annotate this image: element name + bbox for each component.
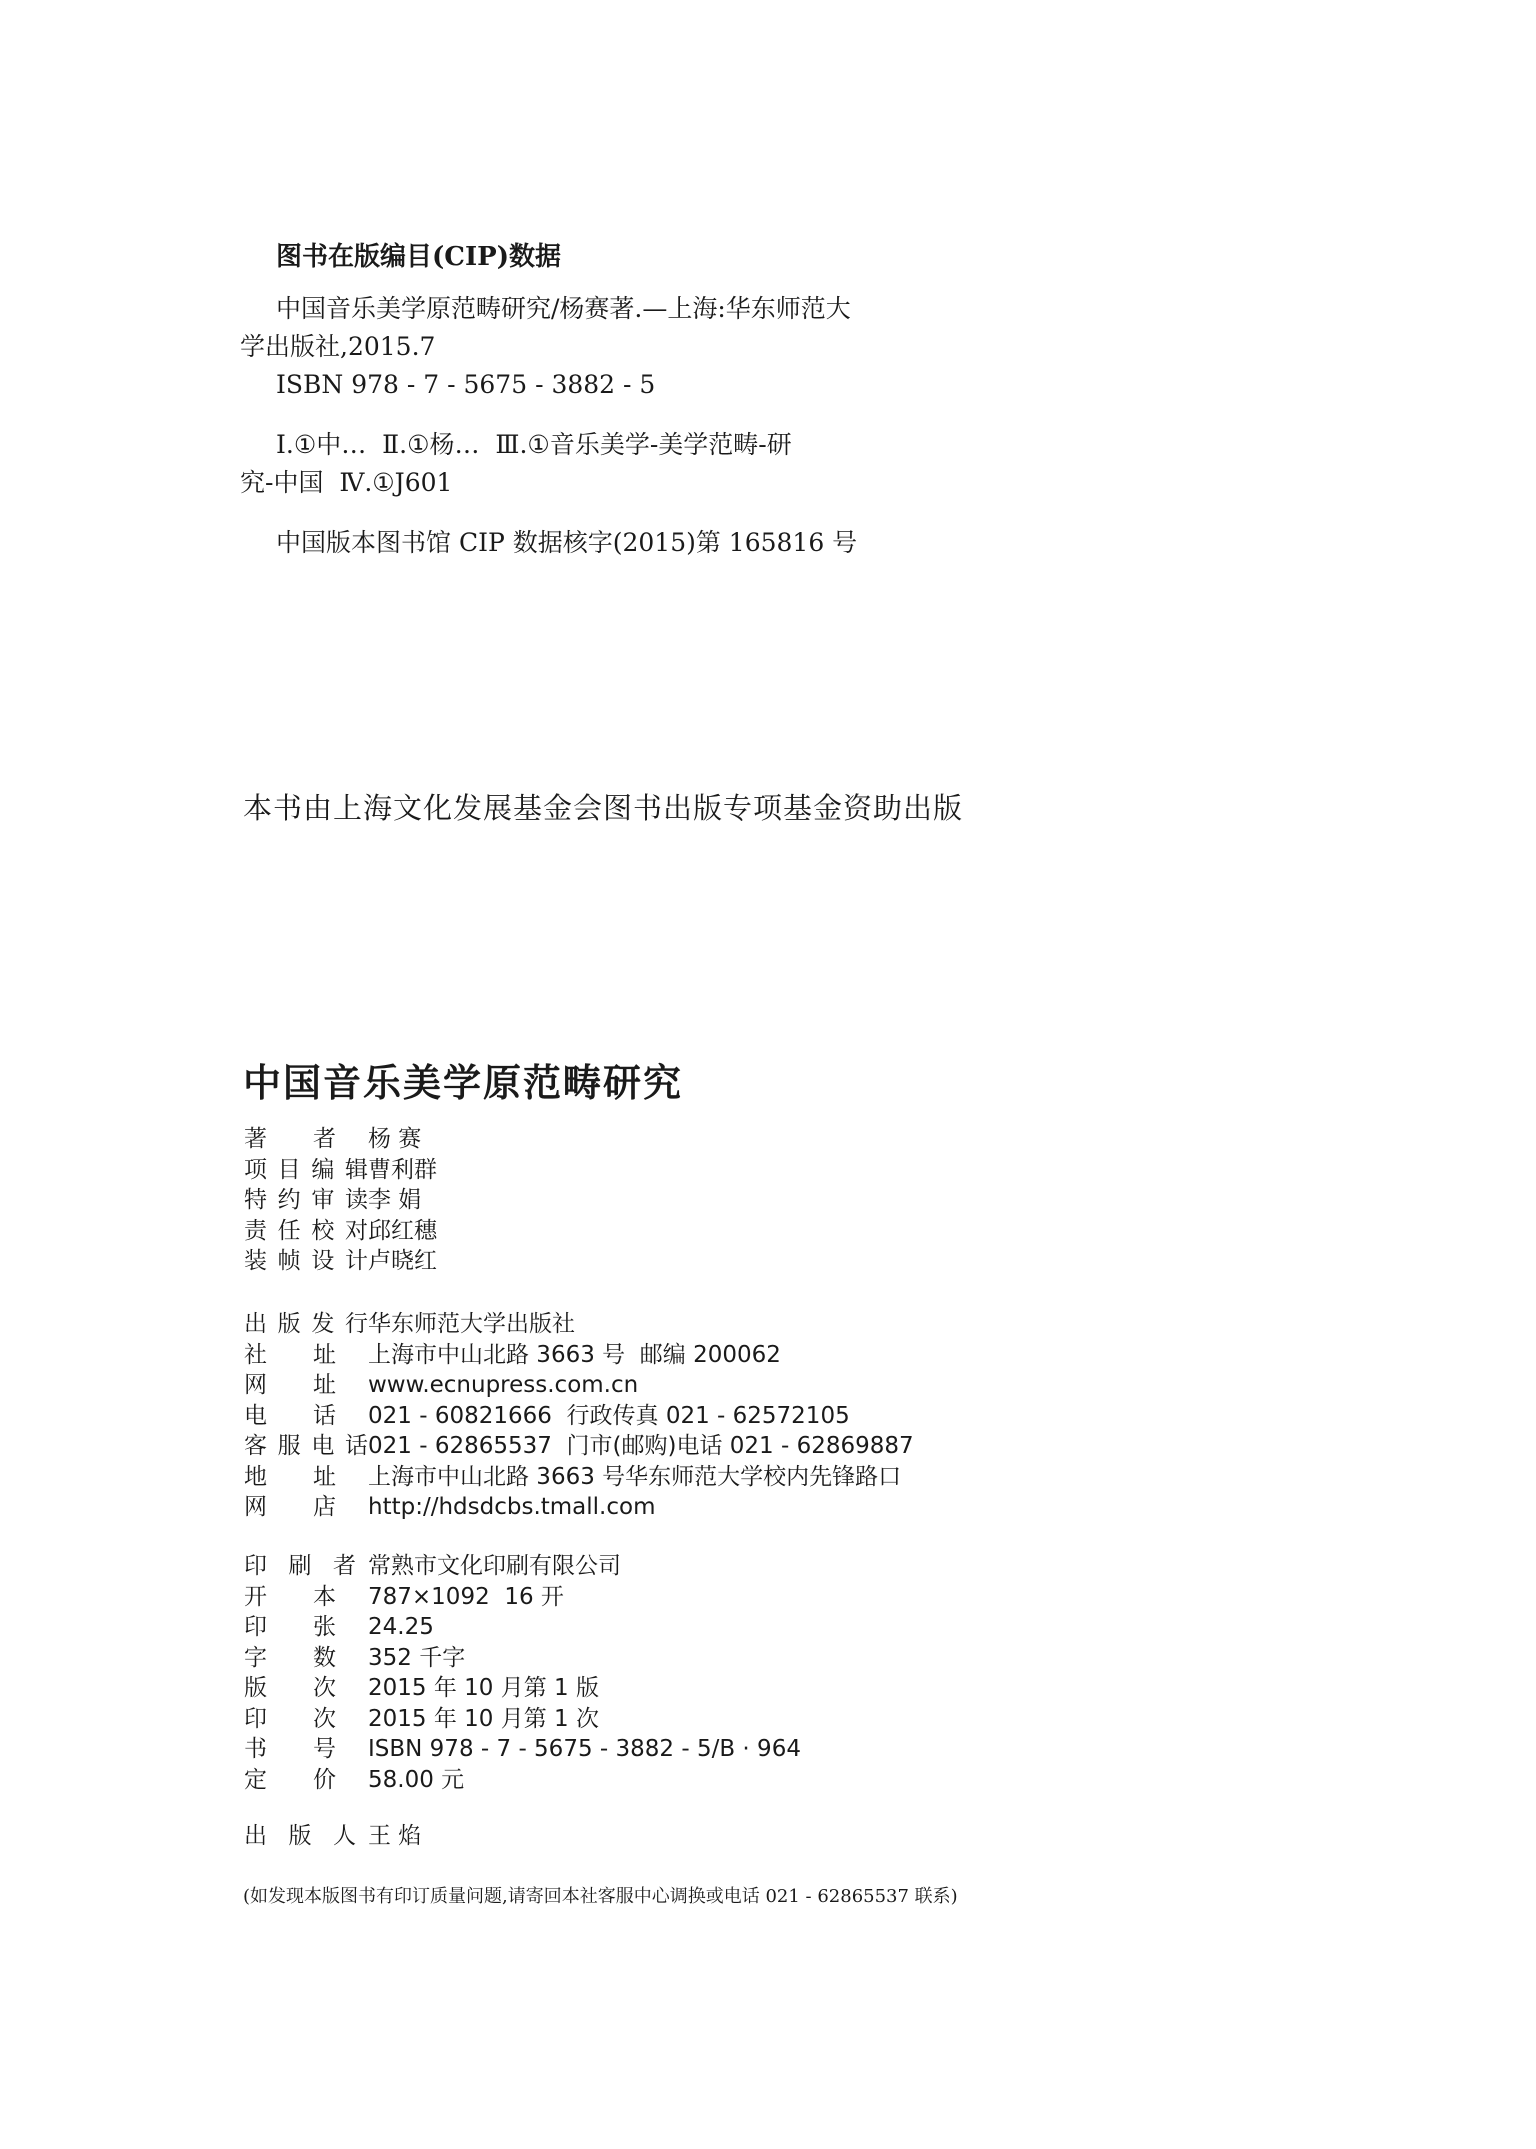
cip-classification-line1: Ⅰ.①中… Ⅱ.①杨… Ⅲ.①音乐美学-美学范畴-研: [276, 430, 792, 459]
info-value: 787×1092 16 开: [368, 1583, 564, 1610]
info-row: [244, 1821, 421, 1852]
info-row: [244, 1765, 801, 1796]
info-value: 李 娟: [368, 1187, 422, 1213]
info-label: 印 次: [244, 1705, 336, 1732]
info-row: [244, 1246, 437, 1277]
cip-block: [240, 236, 1000, 562]
info-row: [244, 1340, 914, 1371]
info-label: 项 目 编 辑: [244, 1156, 368, 1183]
info-label: 开 本: [244, 1583, 336, 1610]
printing-info-list: [244, 1551, 801, 1795]
info-label: 网 址: [244, 1372, 336, 1398]
info-label: 定 价: [244, 1766, 336, 1793]
cip-entry-line2: 学出版社,2015.7: [240, 332, 436, 361]
info-value: 上海市中山北路 3663 号华东师范大学校内先锋路口: [368, 1463, 902, 1490]
info-value: 2015 年 10 月第 1 版: [368, 1675, 599, 1701]
info-label: 社 址: [244, 1341, 336, 1368]
info-value: www.ecnupress.com.cn: [368, 1372, 639, 1398]
publisher-info-list: [244, 1309, 914, 1523]
info-value: 杨 赛: [368, 1126, 422, 1152]
info-value: 卢晓红: [368, 1248, 437, 1274]
cip-entry-line1: 中国音乐美学原范畴研究/杨赛著.—上海:华东师范大: [276, 294, 851, 323]
info-row: [244, 1492, 914, 1523]
info-value: ISBN 978 - 7 - 5675 - 3882 - 5/B · 964: [368, 1736, 801, 1762]
info-value: 曹利群: [368, 1156, 437, 1183]
info-value: 24.25: [368, 1614, 434, 1640]
info-label: 装 帧 设 计: [244, 1248, 368, 1274]
cip-heading: 图书在版编目(CIP)数据: [276, 242, 562, 272]
info-row: [244, 1582, 801, 1613]
info-label: 客 服 电 话: [244, 1433, 368, 1459]
info-label: 特 约 审 读: [244, 1187, 368, 1213]
info-row: [244, 1155, 437, 1186]
info-row: [244, 1185, 437, 1216]
info-row: [244, 1216, 437, 1247]
info-value: 58.00 元: [368, 1766, 465, 1793]
info-value: http://hdsdcbs.tmall.com: [368, 1494, 656, 1520]
info-value: 021 - 62865537 门市(邮购)电话 021 - 62869887: [368, 1433, 914, 1459]
footnote: (如发现本版图书有印订质量问题,请寄回本社客服中心调换或电话 021 - 62865537 联系): [243, 1886, 958, 1907]
info-row: [244, 1704, 801, 1735]
info-row: [244, 1612, 801, 1643]
book-title: 中国音乐美学原范畴研究: [243, 1060, 684, 1105]
info-row: [244, 1673, 801, 1704]
info-label: 责 任 校 对: [244, 1217, 368, 1244]
info-row: [244, 1462, 914, 1493]
info-label: 印 刷 者: [244, 1553, 356, 1579]
info-label: 出 版 人: [244, 1823, 356, 1849]
info-value: 常熟市文化印刷有限公司: [368, 1553, 621, 1579]
info-value: 352 千字: [368, 1644, 466, 1671]
info-row: [244, 1734, 801, 1765]
info-value: 2015 年 10 月第 1 次: [368, 1705, 599, 1732]
info-label: 网 店: [244, 1494, 336, 1520]
info-value: 021 - 60821666 行政传真 021 - 62572105: [368, 1402, 850, 1429]
publisher-person: [244, 1821, 421, 1852]
info-label: 印 张: [244, 1614, 336, 1640]
info-row: [244, 1401, 914, 1432]
info-row: [244, 1643, 801, 1674]
info-row: [244, 1124, 437, 1155]
cip-isbn: ISBN 978 - 7 - 5675 - 3882 - 5: [276, 370, 656, 399]
info-value: 王 焰: [368, 1823, 422, 1849]
info-row: [244, 1309, 914, 1340]
staff-list: [244, 1124, 437, 1277]
info-label: 地 址: [244, 1463, 336, 1490]
info-label: 电 话: [244, 1402, 336, 1429]
info-value: 上海市中山北路 3663 号 邮编 200062: [368, 1341, 781, 1368]
info-row: [244, 1551, 801, 1582]
info-row: [244, 1370, 914, 1401]
info-label: 书 号: [244, 1736, 336, 1762]
info-value: 邱红穗: [368, 1217, 437, 1244]
cip-number: 中国版本图书馆 CIP 数据核字(2015)第 165816 号: [276, 528, 858, 557]
info-value: 华东师范大学出版社: [368, 1311, 575, 1337]
subsidy-note: 本书由上海文化发展基金会图书出版专项基金资助出版: [243, 791, 964, 825]
info-label: 出 版 发 行: [244, 1311, 368, 1337]
info-label: 字 数: [244, 1644, 336, 1671]
info-label: 版 次: [244, 1675, 336, 1701]
info-label: 著 者: [244, 1126, 336, 1152]
info-row: [244, 1431, 914, 1462]
cip-classification-line2: 究-中国 Ⅳ.①J601: [240, 468, 453, 497]
